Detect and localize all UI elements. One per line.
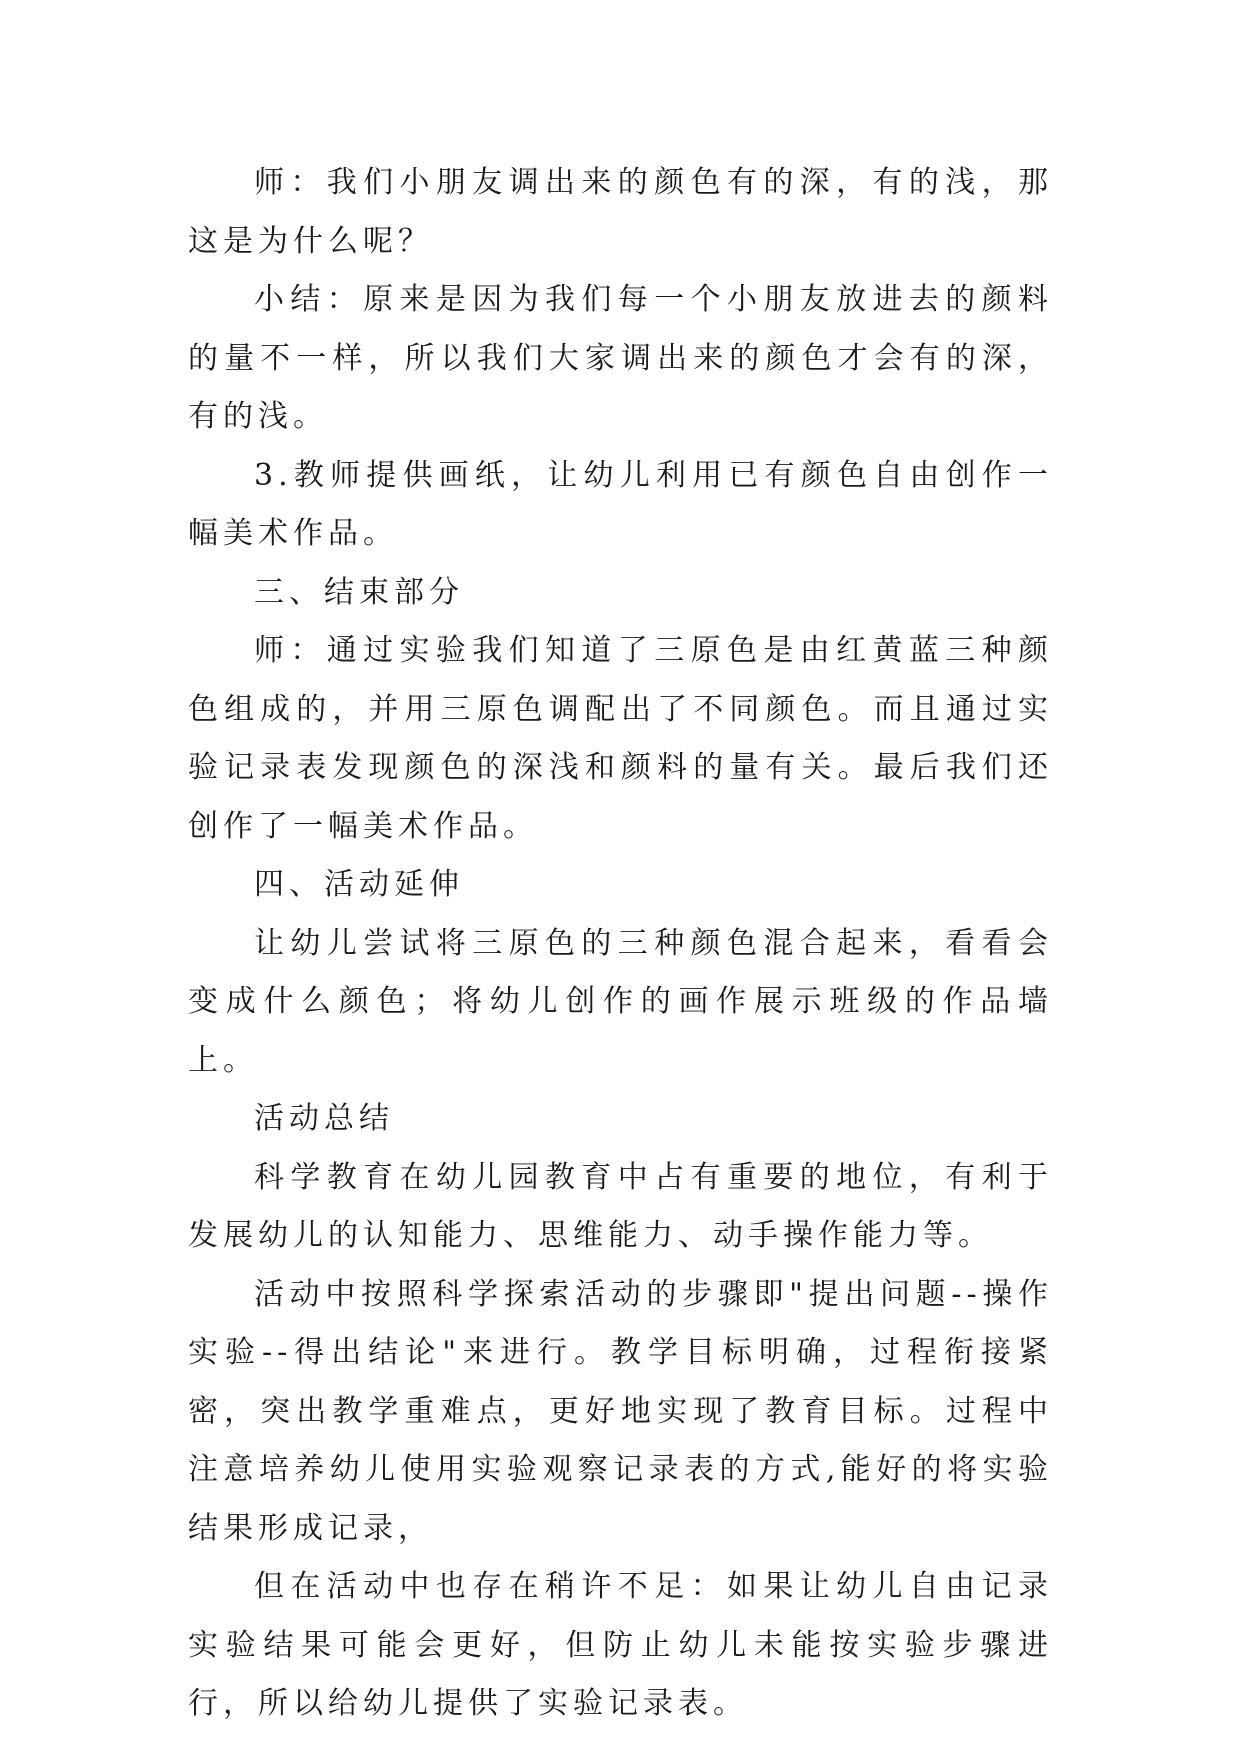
paragraph-activity-process: 活动中按照科学探索活动的步骤即"提出问题--操作实验--得出结论"来进行。教学目标明确，过程衔接紧密，突出教学重难点，更好地实现了教育目标。过程中注意培养幼儿使用实验观察记录表的方式,能好的将实验结果形成记录， bbox=[188, 1276, 1053, 1546]
paragraph-shortcomings: 但在活动中也存在稍许不足：如果让幼儿自由记录实验结果可能会更好，但防止幼儿未能按实验步骤进行，所以给幼儿提供了实验记录表。 bbox=[188, 1569, 1053, 1721]
section-heading-extension: 四、活动延伸 bbox=[254, 867, 464, 902]
paragraph-teacher-conclusion: 师：通过实验我们知道了三原色是由红黄蓝三种颜色组成的，并用三原色调配出了不同颜色。而且通过实验记录表发现颜色的深浅和颜料的量有关。最后我们还创作了一幅美术作品。 bbox=[188, 633, 1053, 844]
paragraph-step-3: 3.教师提供画纸，让幼儿利用已有颜色自由创作一幅美术作品。 bbox=[188, 457, 1053, 551]
section-heading-conclusion: 三、结束部分 bbox=[254, 574, 464, 610]
paragraph-extension: 让幼儿尝试将三原色的三种颜色混合起来，看看会变成什么颜色；将幼儿创作的画作展示班级的作品墙上。 bbox=[188, 925, 1053, 1078]
paragraph-teacher-question: 师：我们小朋友调出来的颜色有的深，有的浅，那这是为什么呢？ bbox=[188, 165, 1053, 259]
paragraph-summary: 小结：原来是因为我们每一个小朋友放进去的颜料的量不一样，所以我们大家调出来的颜色才会有的深，有的浅。 bbox=[188, 282, 1053, 434]
paragraph-science-education: 科学教育在幼儿园教育中占有重要的地位，有利于发展幼儿的认知能力、思维能力、动手操作能力等。 bbox=[188, 1159, 1053, 1253]
section-heading-activity-summary: 活动总结 bbox=[254, 1101, 394, 1136]
document-body bbox=[188, 154, 1053, 1734]
